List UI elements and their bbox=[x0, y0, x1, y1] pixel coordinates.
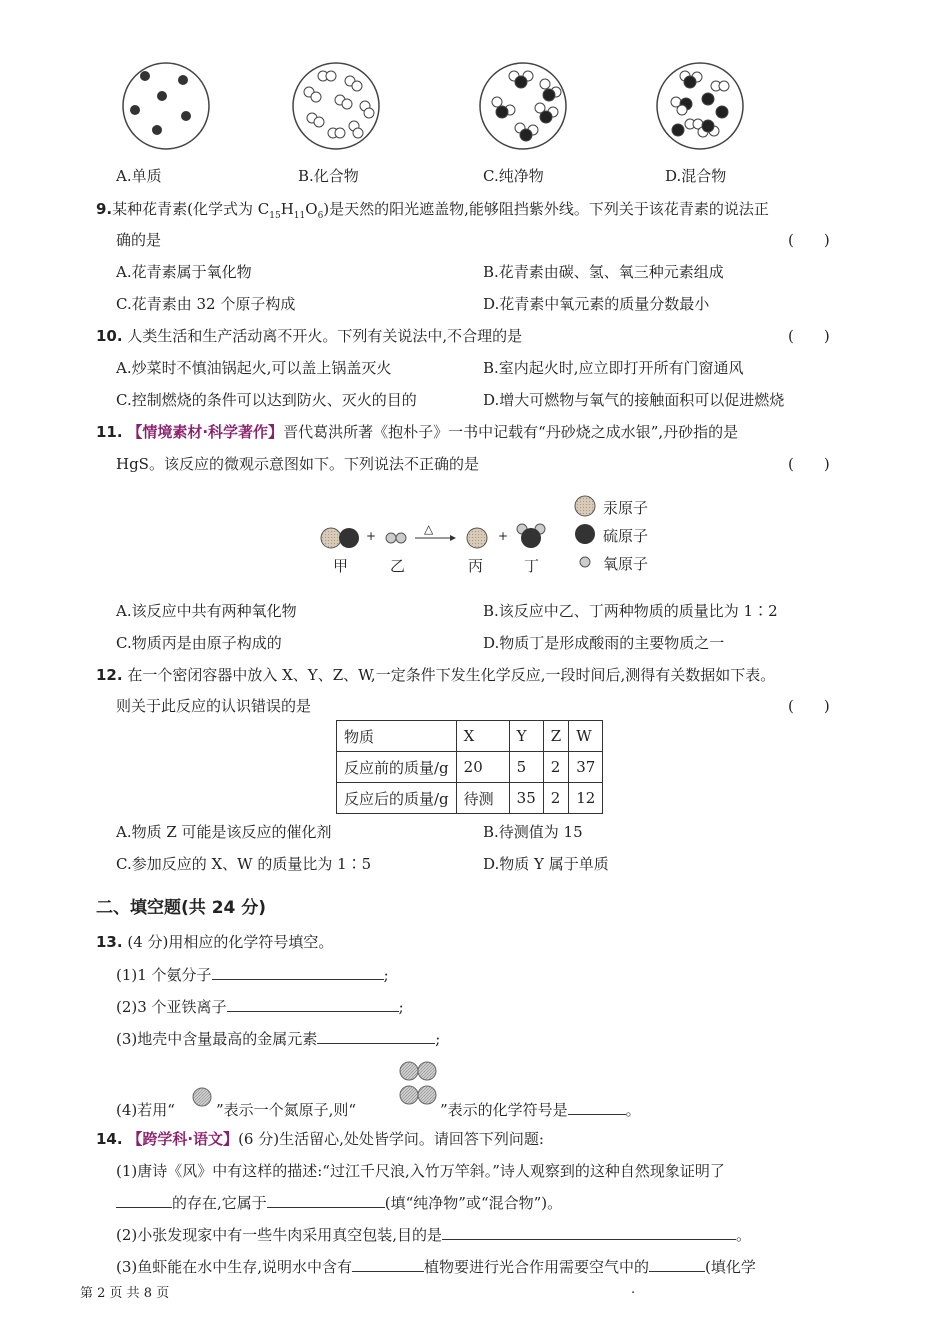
q11-text1: 晋代葛洪所著《抱朴子》一书中记载有“丹砂烧之成水银”,丹砂指的是 bbox=[283, 423, 739, 441]
table-row bbox=[337, 783, 603, 814]
q9-sub-h: 11 bbox=[293, 211, 306, 221]
q12-answer-parens[interactable]: ( ) bbox=[788, 697, 830, 715]
q14-text: (6 分)生活留心,处处皆学问。请回答下列问题: bbox=[238, 1130, 544, 1148]
q13-item-4-c-text: ”表示的化学符号是 bbox=[440, 1101, 568, 1119]
q8-option-b[interactable]: B.化合物 bbox=[298, 167, 359, 185]
diagram-c-pure-substance bbox=[480, 63, 566, 149]
q8-particle-diagrams bbox=[0, 0, 950, 160]
q11-number: 11. bbox=[96, 423, 123, 441]
q12-text1: 在一个密闭容器中放入 X、Y、Z、W,一定条件下发生化学反应,一段时间后,测得有关数据如下表。 bbox=[127, 666, 776, 684]
q9-stem-line2: 确的是 bbox=[116, 231, 162, 249]
q14-line-4-c: (填化学 bbox=[705, 1258, 756, 1276]
q10-text: 人类生活和生产活动离不开火。下列有关说法中,不合理的是 bbox=[127, 327, 523, 345]
q8-option-c[interactable]: C.纯净物 bbox=[483, 167, 544, 185]
q9-text-c: O bbox=[305, 200, 318, 218]
q11-label-jia: 甲 bbox=[333, 557, 349, 575]
q12-option-c[interactable]: C.参加反应的 X、W 的质量比为 1∶5 bbox=[116, 855, 372, 873]
q11-plus-1: + bbox=[366, 529, 377, 543]
q14-number: 14. bbox=[96, 1130, 123, 1148]
q11-option-b[interactable]: B.该反应中乙、丁两种物质的质量比为 1∶2 bbox=[483, 602, 778, 620]
answer-blank[interactable] bbox=[267, 1193, 385, 1208]
semicolon: ; bbox=[383, 966, 389, 984]
table-cell: 待测 bbox=[456, 783, 509, 814]
q9-option-c[interactable]: C.花青素由 32 个原子构成 bbox=[116, 295, 296, 313]
q14-line-3 bbox=[116, 1224, 751, 1245]
q9-option-b[interactable]: B.花青素由碳、氢、氧三种元素组成 bbox=[483, 263, 724, 281]
answer-blank[interactable] bbox=[227, 997, 399, 1012]
q9-text-d: )是天然的阳光遮盖物,能够阻挡紫外线。下列关于该花青素的说法正 bbox=[323, 200, 769, 218]
table-cell: 反应后的质量/g bbox=[337, 783, 457, 814]
q14-line-4 bbox=[116, 1256, 756, 1277]
semicolon: ; bbox=[435, 1030, 441, 1048]
table-cell: 2 bbox=[543, 783, 568, 814]
diagram-b-compound bbox=[293, 63, 379, 149]
q13-item-3-text: (3)地壳中含量最高的金属元素 bbox=[116, 1030, 318, 1048]
footer-dot: . bbox=[631, 1282, 636, 1297]
q13-item-4-b: ”表示一个氮原子,则“ bbox=[216, 1101, 357, 1119]
answer-blank[interactable] bbox=[212, 965, 384, 980]
q9-text-a: 某种花青素(化学式为 C bbox=[112, 200, 270, 218]
answer-blank[interactable] bbox=[568, 1100, 626, 1115]
q13-text: (4 分)用相应的化学符号填空。 bbox=[127, 933, 334, 951]
q14-line-4-a: (3)鱼虾能在水中生存,说明水中含有 bbox=[116, 1258, 353, 1276]
q14-line-2-d: (填“纯净物”或“混合物”)。 bbox=[384, 1194, 563, 1212]
table-row bbox=[337, 721, 603, 752]
page-footer: 第 2 页 共 8 页 bbox=[80, 1286, 170, 1301]
q10-option-c[interactable]: C.控制燃烧的条件可以达到防火、灭火的目的 bbox=[116, 391, 417, 409]
q11-plus-2: + bbox=[498, 529, 509, 543]
q12-number: 12. bbox=[96, 666, 123, 684]
q11-legend-oxygen: 氧原子 bbox=[603, 555, 649, 573]
q14-line-1: (1)唐诗《风》中有这样的描述:“过江千尺浪,入竹万竿斜。”诗人观察到的这种自然现象证明了 bbox=[116, 1162, 725, 1180]
q13-stem bbox=[96, 931, 333, 952]
q13-item-1 bbox=[116, 964, 389, 985]
table-row bbox=[337, 752, 603, 783]
q13-item-4-a: (4)若用“ bbox=[116, 1101, 175, 1119]
q12-option-a[interactable]: A.物质 Z 可能是该反应的催化剂 bbox=[116, 823, 332, 841]
q11-option-c[interactable]: C.物质丙是由原子构成的 bbox=[116, 634, 282, 652]
q12-stem-line2: 则关于此反应的认识错误的是 bbox=[116, 697, 312, 715]
diagram-a-elementary-substance bbox=[123, 63, 209, 149]
q10-option-b[interactable]: B.室内起火时,应立即打开所有门窗通风 bbox=[483, 359, 744, 377]
q10-option-a[interactable]: A.炒菜时不慎油锅起火,可以盖上锅盖灭火 bbox=[116, 359, 392, 377]
q9-number: 9. bbox=[96, 200, 113, 218]
diagram-d-mixture bbox=[657, 63, 743, 149]
period: 。 bbox=[625, 1101, 641, 1119]
table-cell: 反应前的质量/g bbox=[337, 752, 457, 783]
q14-tag: 【跨学科·语文】 bbox=[127, 1130, 239, 1148]
q9-text-b: H bbox=[280, 200, 294, 218]
q12-stem-line1 bbox=[96, 664, 775, 685]
q11-legend-mercury: 汞原子 bbox=[603, 499, 649, 517]
q9-sub-o: 6 bbox=[317, 211, 324, 221]
q12-option-d[interactable]: D.物质 Y 属于单质 bbox=[483, 855, 609, 873]
q8-option-d[interactable]: D.混合物 bbox=[665, 167, 727, 185]
q11-legend-sulfur: 硫原子 bbox=[603, 527, 649, 545]
table-cell: 2 bbox=[543, 752, 568, 783]
q11-option-d[interactable]: D.物质丁是形成酸雨的主要物质之一 bbox=[483, 634, 725, 652]
answer-blank[interactable] bbox=[317, 1029, 435, 1044]
q13-number: 13. bbox=[96, 933, 123, 951]
q10-answer-parens[interactable]: ( ) bbox=[788, 327, 830, 345]
answer-blank[interactable] bbox=[442, 1225, 736, 1240]
table-cell: 20 bbox=[456, 752, 509, 783]
q11-label-bing: 丙 bbox=[468, 557, 484, 575]
q9-sub-c: 15 bbox=[269, 211, 281, 221]
q11-label-yi: 乙 bbox=[390, 557, 406, 575]
section-heading: 二、填空题(共 24 分) bbox=[96, 898, 267, 918]
answer-blank[interactable] bbox=[649, 1257, 705, 1272]
table-cell: Z bbox=[543, 721, 568, 752]
answer-blank[interactable] bbox=[352, 1257, 424, 1272]
q14-line-2-b: 的存在,它属于 bbox=[172, 1194, 267, 1212]
q11-tag: 【情境素材·科学著作】 bbox=[127, 423, 284, 441]
table-cell: 37 bbox=[569, 752, 603, 783]
q13-item-3 bbox=[116, 1028, 440, 1049]
period: 。 bbox=[736, 1226, 752, 1244]
table-cell: 35 bbox=[509, 783, 543, 814]
q11-option-a[interactable]: A.该反应中共有两种氧化物 bbox=[116, 602, 297, 620]
q11-stem-line1 bbox=[96, 421, 738, 442]
q14-line-2 bbox=[116, 1192, 562, 1213]
q14-line-4-b: 植物要进行光合作用需要空气中的 bbox=[424, 1258, 650, 1276]
table-cell: 物质 bbox=[337, 721, 457, 752]
q8-option-a[interactable]: A.单质 bbox=[116, 167, 162, 185]
table-cell: Y bbox=[509, 721, 543, 752]
q9-option-d[interactable]: D.花青素中氧元素的质量分数最小 bbox=[483, 295, 710, 313]
table-cell: 12 bbox=[569, 783, 603, 814]
table-cell: X bbox=[456, 721, 509, 752]
q14-stem bbox=[96, 1128, 544, 1149]
q11-stem-line2: HgS。该反应的微观示意图如下。下列说法不正确的是 bbox=[116, 455, 479, 473]
q9-answer-parens[interactable]: ( ) bbox=[788, 231, 830, 249]
q13-item-2 bbox=[116, 996, 404, 1017]
q11-answer-parens[interactable]: ( ) bbox=[788, 455, 830, 473]
q10-option-d[interactable]: D.增大可燃物与氧气的接触面积可以促进燃烧 bbox=[483, 391, 785, 409]
q11-delta: △ bbox=[424, 522, 434, 536]
q9-stem-line1 bbox=[96, 198, 769, 221]
q14-line-3-text: (2)小张发现家中有一些牛肉采用真空包装,目的是 bbox=[116, 1226, 443, 1244]
answer-blank[interactable] bbox=[116, 1193, 172, 1208]
q11-label-ding: 丁 bbox=[524, 557, 540, 575]
semicolon: ; bbox=[398, 998, 404, 1016]
table-cell: 5 bbox=[509, 752, 543, 783]
table-cell: W bbox=[569, 721, 603, 752]
q13-item-1-text: (1)1 个氨分子 bbox=[116, 966, 212, 984]
q12-option-b[interactable]: B.待测值为 15 bbox=[483, 823, 583, 841]
q9-option-a[interactable]: A.花青素属于氧化物 bbox=[116, 263, 252, 281]
q13-item-2-text: (2)3 个亚铁离子 bbox=[116, 998, 227, 1016]
q10-number: 10. bbox=[96, 327, 123, 345]
q12-data-table bbox=[336, 720, 603, 814]
q10-stem bbox=[96, 325, 522, 346]
q13-item-4-c[interactable] bbox=[440, 1099, 641, 1120]
